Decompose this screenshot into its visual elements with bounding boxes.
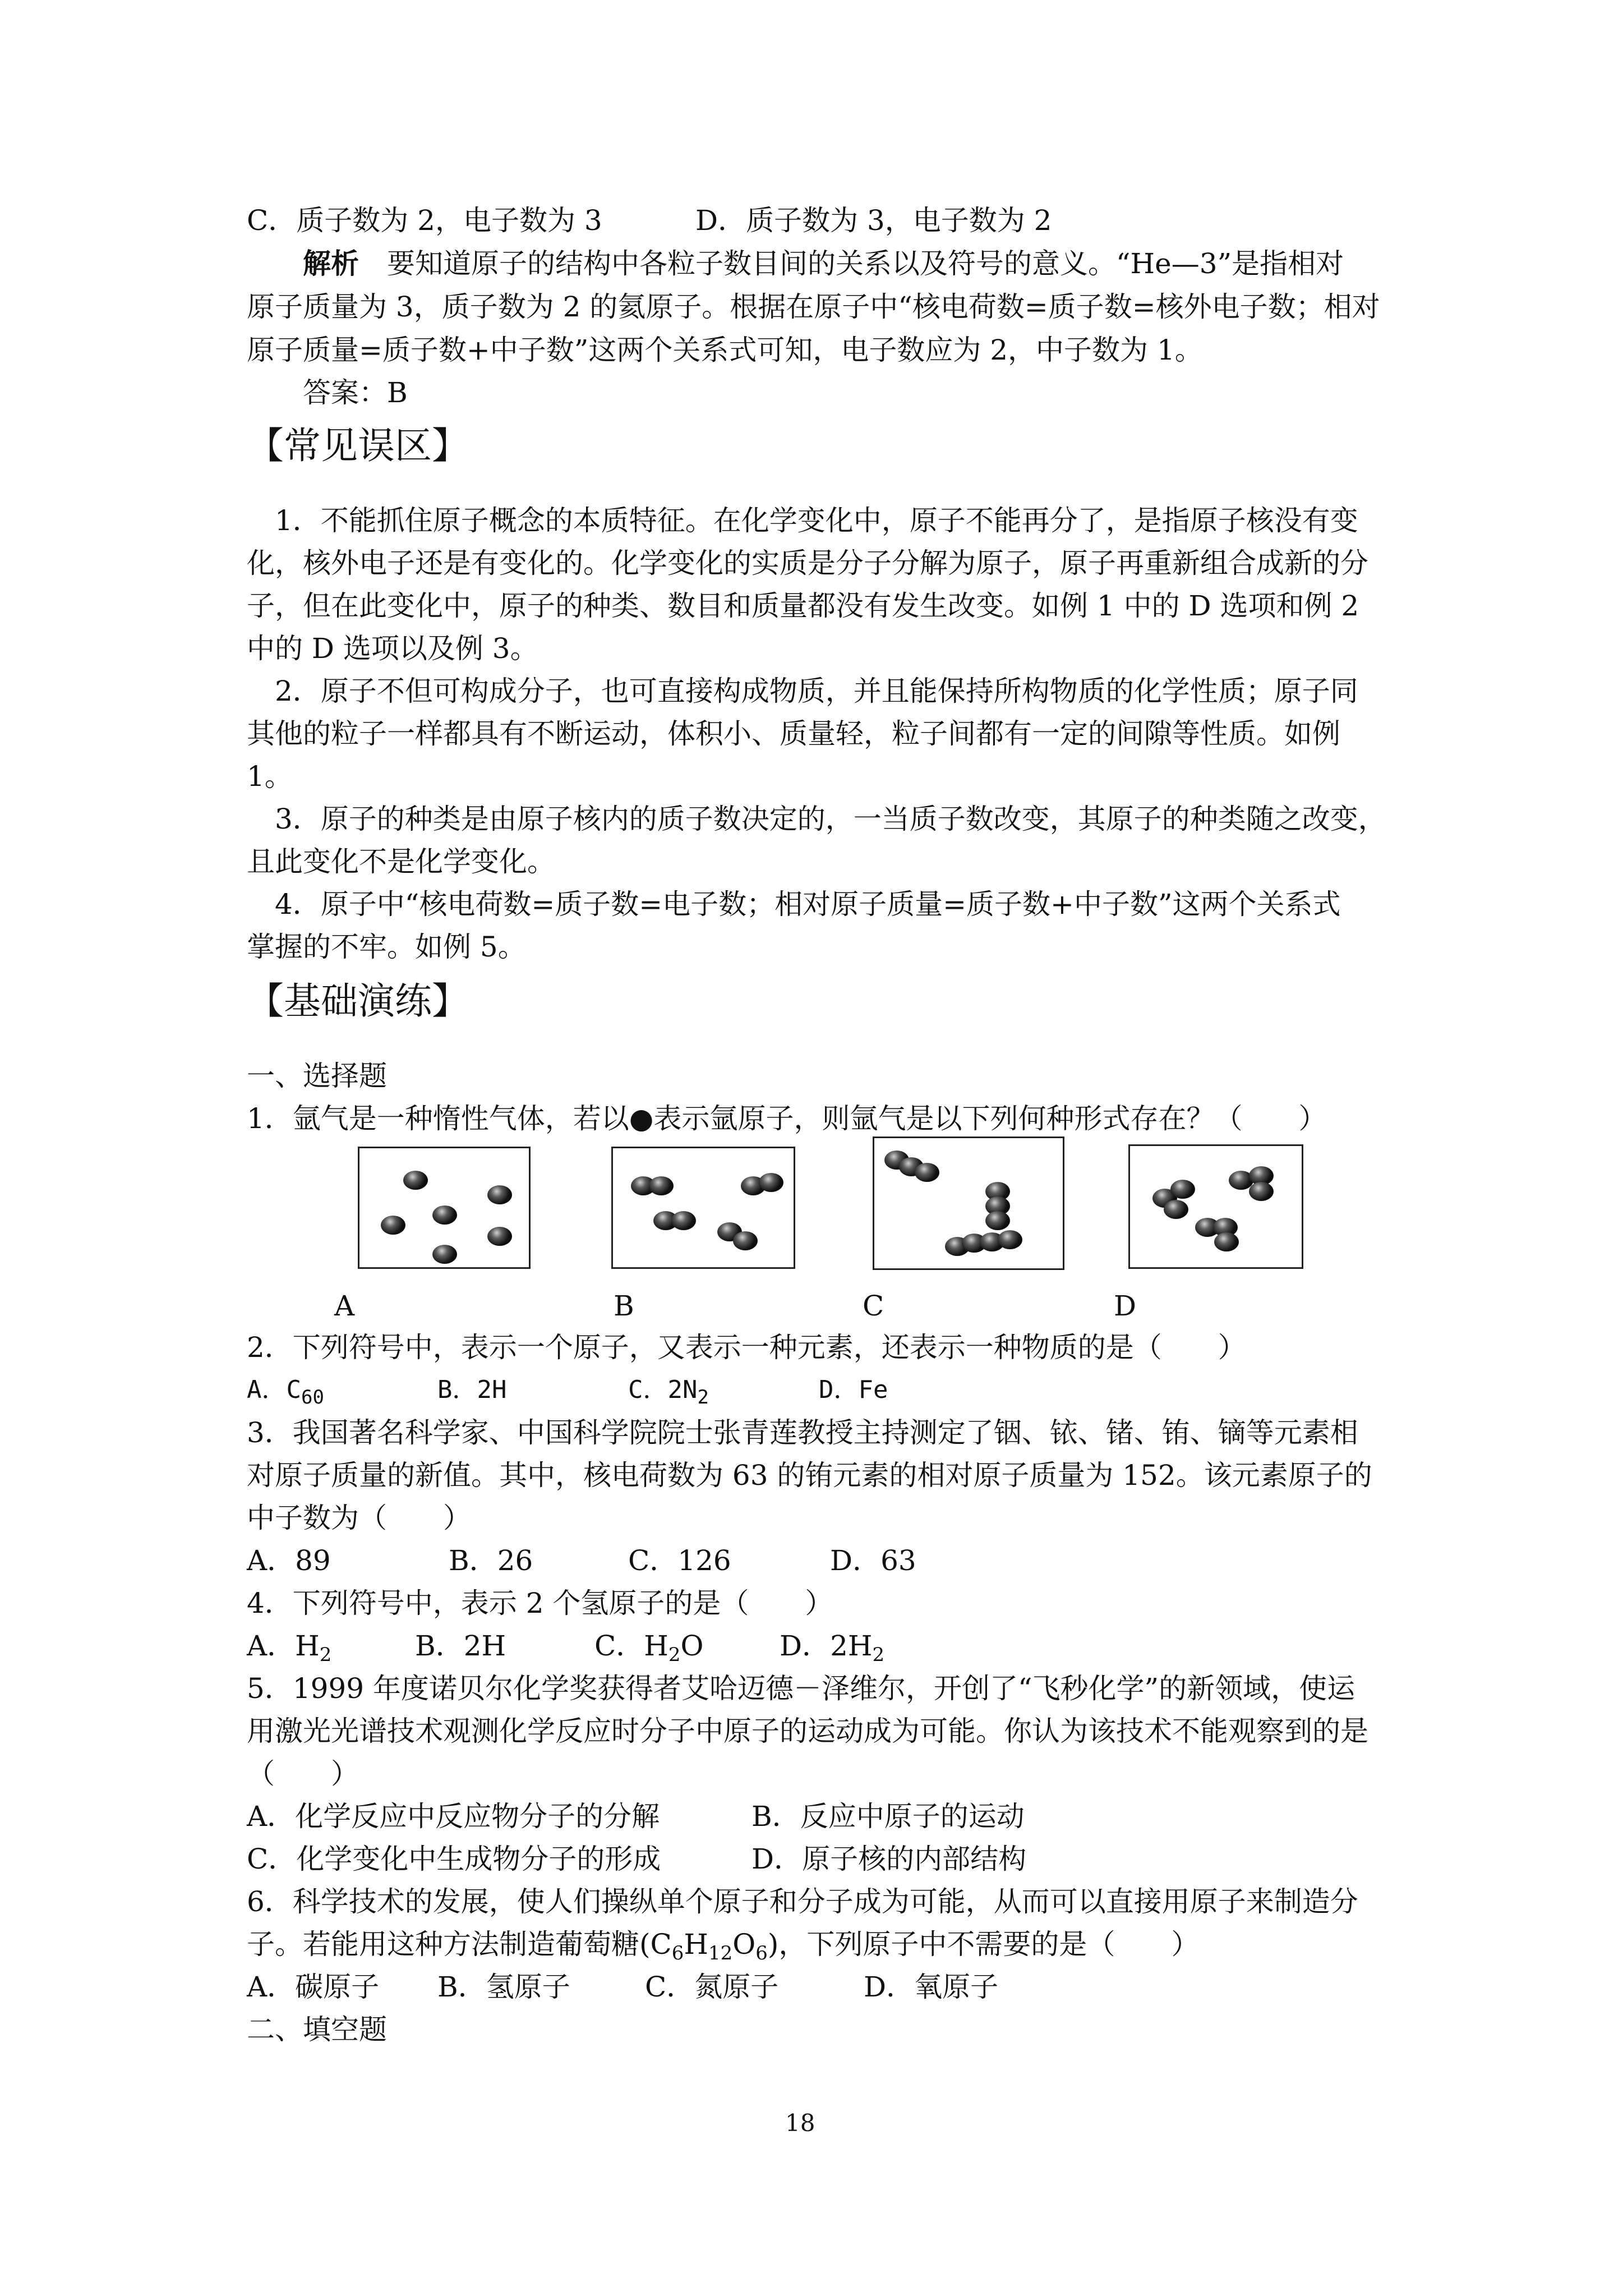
question-5-line-2: 用激光光谱技术观测化学反应时分子中原子的运动成为可能。你认为该技术不能观察到的是: [247, 1715, 1368, 1747]
option-d: D．质子数为 3，电子数为 2: [695, 204, 1052, 237]
question-2: 2．下列符号中，表示一个原子，又表示一种元素，还表示一种物质的是（ ）: [247, 1331, 1246, 1364]
question-6-options: [247, 1966, 999, 2008]
atom-icon: [985, 1211, 1010, 1230]
q4-option-c: C．$H_2O$: [594, 1630, 704, 1666]
question-6-line-1: 6．科学技术的发展，使人们操纵单个原子和分子成为可能，从而可以直接用原子来制造分: [247, 1885, 1358, 1918]
question-5-options-cd: [247, 1838, 1027, 1880]
q4-option-b: B．2H: [415, 1630, 506, 1662]
q3-option-a: A．89: [247, 1544, 331, 1577]
figure-label-d: D: [1114, 1290, 1137, 1322]
atom-icon: [381, 1216, 405, 1235]
option-line-cd: [247, 199, 1052, 242]
error-line: 2．原子不但可构成分子，也可直接构成物质，并且能保持所构物质的化学性质；原子同: [275, 675, 1358, 707]
q2-option-b: B．2H: [437, 1375, 507, 1404]
atom-icon: [671, 1211, 696, 1230]
atom-icon: [759, 1173, 783, 1192]
part-1-heading: 一、选择题: [247, 1060, 387, 1092]
error-line: 子，但在此变化中，原子的种类、数目和质量都没有发生改变。如例 1 中的 D 选项和例 2: [247, 590, 1359, 622]
q6-option-b: B．氢原子: [437, 1971, 570, 2003]
q3-option-d: D．63: [830, 1544, 916, 1577]
error-line: 中的 D 选项以及例 3。: [247, 632, 538, 665]
question-3-line-1: 3．我国著名科学家、中国科学院院士张青莲教授主持测定了铟、铱、锗、铕、镝等元素相: [247, 1416, 1358, 1449]
atom-icon: [998, 1230, 1022, 1249]
error-line: 4．原子中“核电荷数=质子数=电子数；相对原子质量=质子数+中子数”这两个关系式: [275, 888, 1341, 921]
figure-box-b: [611, 1147, 795, 1269]
analysis-line-2: 原子质量为 3，质子数为 2 的氦原子。根据在原子中“核电荷数=质子数=核外电子数；相对: [247, 291, 1380, 323]
page-number: 18: [785, 2109, 815, 2137]
figure-label-c: C: [863, 1290, 884, 1322]
q6-option-a: A．碳原子: [247, 1971, 380, 2003]
q2-option-a: A．$C_{60}$: [247, 1375, 324, 1409]
analysis-label: 解析: [303, 247, 359, 280]
q4-option-d: D．$2H_2$: [780, 1630, 885, 1666]
error-line: 化，核外电子还是有变化的。化学变化的实质是分子分解为原子，原子再重新组合成新的分: [247, 547, 1368, 579]
q2-option-c: C．$2N_2$: [628, 1375, 709, 1409]
atom-icon: [915, 1163, 939, 1182]
question-5-line-1: 5．1999 年度诺贝尔化学奖获得者艾哈迈德－泽维尔，开创了“飞秒化学”的新领域，使运: [247, 1672, 1355, 1705]
q6-option-c: C．氮原子: [645, 1971, 779, 2003]
error-line: 且此变化不是化学变化。: [247, 845, 555, 878]
q5-option-a: A．化学反应中反应物分子的分解: [247, 1800, 660, 1833]
option-c: C．质子数为 2，电子数为 3: [247, 204, 602, 237]
question-3-line-3: 中子数为（ ）: [247, 1502, 471, 1534]
section-title-errors: 【常见误区】: [247, 424, 469, 467]
question-3-line-2: 对原子质量的新值。其中，核电荷数为 63 的铕元素的相对原子质量为 152。该元素原子的: [247, 1459, 1372, 1492]
question-1: 1．氩气是一种惰性气体，若以●表示氩原子，则氩气是以下列何种形式存在？（ ）: [247, 1102, 1327, 1135]
atom-icon: [432, 1205, 457, 1225]
figure-box-d: [1128, 1144, 1303, 1269]
atom-icon: [432, 1245, 457, 1264]
question-3-options: [247, 1539, 916, 1582]
atom-icon: [649, 1176, 674, 1195]
q2-option-d: D．Fe: [819, 1375, 888, 1404]
atom-icon: [1170, 1180, 1195, 1199]
q5-option-b: B．反应中原子的运动: [751, 1800, 1025, 1833]
analysis-text-1: 要知道原子的结构中各粒子数目间的关系以及符号的意义。“He—3”是指相对: [387, 247, 1344, 280]
q5-option-c: C．化学变化中生成物分子的形成: [247, 1843, 661, 1875]
error-line: 1。: [247, 760, 293, 793]
figure-label-a: A: [334, 1290, 355, 1322]
question-5-line-3: （ ）: [247, 1757, 359, 1790]
q3-option-b: B．26: [449, 1544, 533, 1577]
error-line: 3．原子的种类是由原子核内的质子数决定的，一当质子数改变，其原子的种类随之改变，: [275, 803, 1386, 835]
question-6-line-2: 子。若能用这种方法制造葡萄糖$(C_6H_{12}O_6)$，下列原子中不需要的是（ ）: [247, 1928, 1200, 1964]
atom-icon: [487, 1227, 512, 1246]
figure-box-c: [873, 1137, 1064, 1270]
figure-label-b: B: [614, 1290, 634, 1322]
atom-icon: [733, 1231, 758, 1250]
question-2-options: [247, 1369, 888, 1411]
error-line: 1．不能抓住原子概念的本质特征。在化学变化中，原子不能再分了，是指原子核没有变: [275, 504, 1358, 537]
atom-icon: [1249, 1182, 1274, 1201]
question-5-options-ab: [247, 1795, 1025, 1838]
q4-option-a: A．$H_2$: [247, 1630, 332, 1666]
part-2-heading: 二、填空题: [247, 2013, 387, 2046]
atom-icon: [1164, 1200, 1188, 1219]
atom-icon: [487, 1185, 512, 1204]
section-title-practice: 【基础演练】: [247, 979, 469, 1023]
q6-option-d: D．氧原子: [864, 1971, 999, 2003]
error-line: 其他的粒子一样都具有不断运动，体积小、质量轻，粒子间都有一定的间隙等性质。如例: [247, 717, 1340, 750]
q5-option-d: D．原子核的内部结构: [751, 1843, 1027, 1875]
q3-option-c: C．126: [628, 1544, 731, 1577]
analysis-line-1: [303, 242, 1344, 285]
analysis-line-3: 原子质量=质子数+中子数”这两个关系式可知，电子数应为 2，中子数为 1。: [247, 334, 1203, 366]
question-4-options: [247, 1625, 885, 1667]
error-line: 掌握的不牢。如例 5。: [247, 931, 526, 963]
atom-icon: [403, 1171, 428, 1190]
atom-icon: [1214, 1232, 1239, 1251]
figure-box-a: [358, 1147, 531, 1269]
answer-line: 答案：B: [303, 376, 408, 409]
question-4: 4．下列符号中，表示 2 个氢原子的是（ ）: [247, 1587, 833, 1619]
